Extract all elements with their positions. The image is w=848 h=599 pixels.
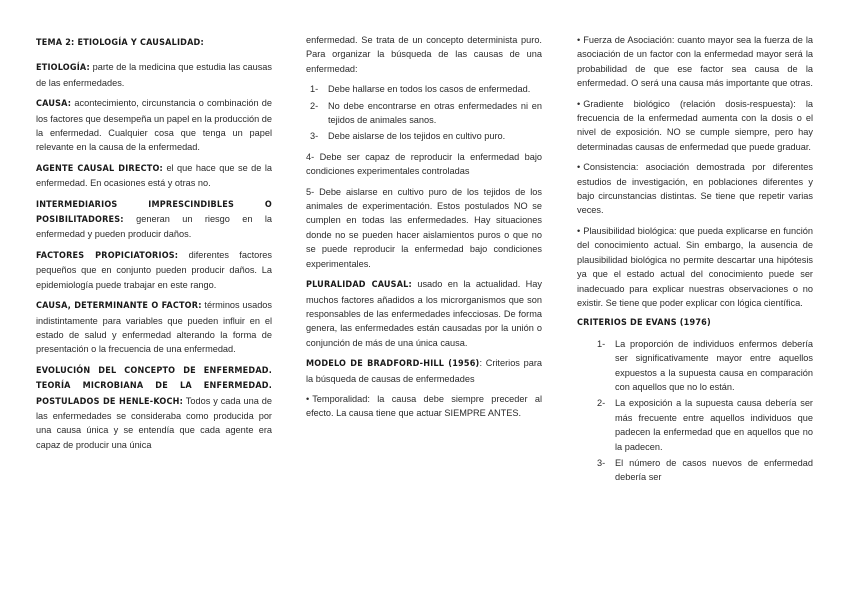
postulates-list xyxy=(306,82,542,144)
column-2 xyxy=(306,33,542,427)
definition-causa-determinante xyxy=(36,298,272,357)
column-3 xyxy=(577,33,813,491)
bradford-hill-term: MODELO DE BRADFORD-HILL (1956) xyxy=(306,359,480,370)
column-1 xyxy=(36,33,272,458)
page-title: TEMA 2: ETIOLOGÍA Y CAUSALIDAD: xyxy=(36,38,204,48)
list-text: Debe hallarse en todos los casos de enfermedad. xyxy=(328,84,531,95)
definition-text: generan un riesgo en la enfermedad y pueden producir daños. xyxy=(36,214,272,240)
list-number: 3- xyxy=(597,457,606,468)
criterion-plausibilidad xyxy=(577,224,813,310)
term: ETIOLOGÍA: xyxy=(36,63,90,74)
definition-causa xyxy=(36,96,272,155)
criterion-text: Gradiente biológico (relación dosis-respuesta): la frecuencia de la enfermedad aumenta con la dosis o el nivel de exposición. NO se cumple siempre, pero hay determinadas causas de enfermedad que puede graduar. xyxy=(577,98,813,152)
list-item xyxy=(577,396,813,454)
definition-text: parte de la medicina que estudia las causas de las enfermedades. xyxy=(36,62,272,88)
definition-intermediarios xyxy=(36,197,272,242)
list-number: 3- xyxy=(310,131,319,142)
list-text: El número de casos nuevos de enfermedad debería ser xyxy=(615,457,813,483)
criterion-fuerza xyxy=(577,33,813,91)
criterion-temporalidad xyxy=(306,392,542,421)
plurality-paragraph xyxy=(306,277,542,350)
criterion-text: Temporalidad: la causa debe siempre preceder al efecto. La causa tiene que actuar SIEMPRE ANTES. xyxy=(306,393,542,419)
term: INTERMEDIARIOS IMPRESCINDIBLES O POSIBILITADORES: xyxy=(36,199,272,226)
criterion-gradiente xyxy=(577,97,813,155)
list-item xyxy=(306,82,542,96)
term: AGENTE CAUSAL DIRECTO: xyxy=(36,163,163,174)
bradford-hill-text: : Criterios para la búsqueda de causas de enfermedades xyxy=(306,358,542,384)
evolution-text: Todos y cada una de las enfermedades se consideraba como producida por una causa única y se entendía que cada agente era capaz de producir una única xyxy=(36,395,272,450)
criterion-consistencia xyxy=(577,160,813,218)
evolution-paragraph xyxy=(36,363,272,452)
definition-factores-propiciatorios xyxy=(36,248,272,292)
list-text: No debe encontrarse en otras enfermedades ni en tejidos de animales sanos. xyxy=(328,100,542,126)
bullet-icon: • xyxy=(577,35,581,45)
term: CAUSA, DETERMINANTE O FACTOR: xyxy=(36,301,202,312)
list-number: 2- xyxy=(310,100,319,111)
list-item xyxy=(306,99,542,128)
postulate-4: 4- Debe ser capaz de reproducir la enfermedad bajo condiciones experimentales controladas xyxy=(306,151,542,177)
bullet-icon: • xyxy=(306,393,310,404)
definition-text: términos usados indistintamente para variables que pueden influir en el estado de salud y enfermedad alterando la forma de presentación o la frecuencia de una enfermedad. xyxy=(36,300,273,355)
bradford-hill-paragraph xyxy=(306,356,542,386)
definition-agente-causal xyxy=(36,161,272,191)
list-item xyxy=(577,337,813,395)
criterion-text: Fuerza de Asociación: cuanto mayor sea la fuerza de la asociación de un factor con la enfermedad mayor será la probabilidad de que ese factor sea causa de la enfermedad. O será una causa más importante que otras. xyxy=(577,35,813,89)
evolution-heading: EVOLUCIÓN DEL CONCEPTO DE ENFERMEDAD. TEORÍA MICROBIANA DE LA ENFERMEDAD. POSTULADOS DE HENLE-KOCH: xyxy=(36,365,272,407)
henle-koch-intro: enfermedad. Se trata de un concepto determinista puro. Para organizar la búsqueda de las causas de una enfermedad: xyxy=(306,35,542,74)
evans-list xyxy=(577,337,813,485)
list-text: La proporción de individuos enfermos debería ser significativamente mayor entre aquellos expuestos a la supuesta causa en comparación con aquellos que no lo están. xyxy=(615,338,813,392)
list-item xyxy=(306,129,542,143)
term: CAUSA: xyxy=(36,99,72,110)
definition-text: acontecimiento, circunstancia o combinación de los factores que desempeña un papel en la producción de la enfermedad. Cualquier cosa que tenga un papel relevante en la causa de la enfermedad. xyxy=(36,98,272,153)
list-number: 1- xyxy=(597,338,606,349)
definition-text: diferentes factores pequeños que en conjunto pueden producir daños. La epidemiología puede trabajar en este rango. xyxy=(36,249,272,290)
bullet-icon: • xyxy=(577,162,581,173)
criterion-text: Plausibilidad biológica: que pueda explicarse en función del conocimiento actual. Sin embargo, la ausencia de plausibilidad biológica no permite descartar una hipótesis ya que el estado actual del conocimiento puede ser inadecuado para explicar nuestras observaciones o no existir. Se tiene que poder explicar con lógica científica. xyxy=(577,225,813,308)
plurality-text: usado en la actualidad. Hay muchos factores añadidos a los microrganismos que son responsables de las enfermedades infecciosas. De forma genera, las enfermedades están causadas por la unión o conjunción de más de una única causa. xyxy=(306,279,542,348)
postulate-5: 5- Debe aislarse en cultivo puro de los tejidos de los animales de experimentación. Estos postulados NO se cumplen en todas las enfermedades. Hay situaciones donde no se pueden hacer aislamientos puros o que no se puede reproducir la enfermedad bajo condiciones experimentales. xyxy=(306,186,542,269)
evans-heading: CRITERIOS DE EVANS (1976) xyxy=(577,318,711,329)
list-number: 1- xyxy=(310,84,319,95)
term: FACTORES PROPICIATORIOS: xyxy=(36,250,179,261)
list-text: La exposición a la supuesta causa debería ser más frecuente entre aquellos individuos que padecen la enfermedad que en aquellos que no la padecen. xyxy=(615,398,813,452)
bullet-icon: • xyxy=(577,225,581,236)
criterion-text: Consistencia: asociación demostrada por diferentes estudios de investigación, en poblaciones diferentes y bajo circunstancias distintas. Se tiene que repetir varias veces. xyxy=(577,162,813,216)
plurality-term: PLURALIDAD CAUSAL: xyxy=(306,280,412,291)
list-number: 2- xyxy=(597,398,606,409)
definition-text: el que hace que se de la enfermedad. En ocasiones está y otras no. xyxy=(36,162,272,189)
list-item xyxy=(577,456,813,485)
list-text: Debe aislarse de los tejidos en cultivo puro. xyxy=(328,131,506,142)
definition-etiologia xyxy=(36,60,272,90)
bullet-icon: • xyxy=(577,98,581,109)
